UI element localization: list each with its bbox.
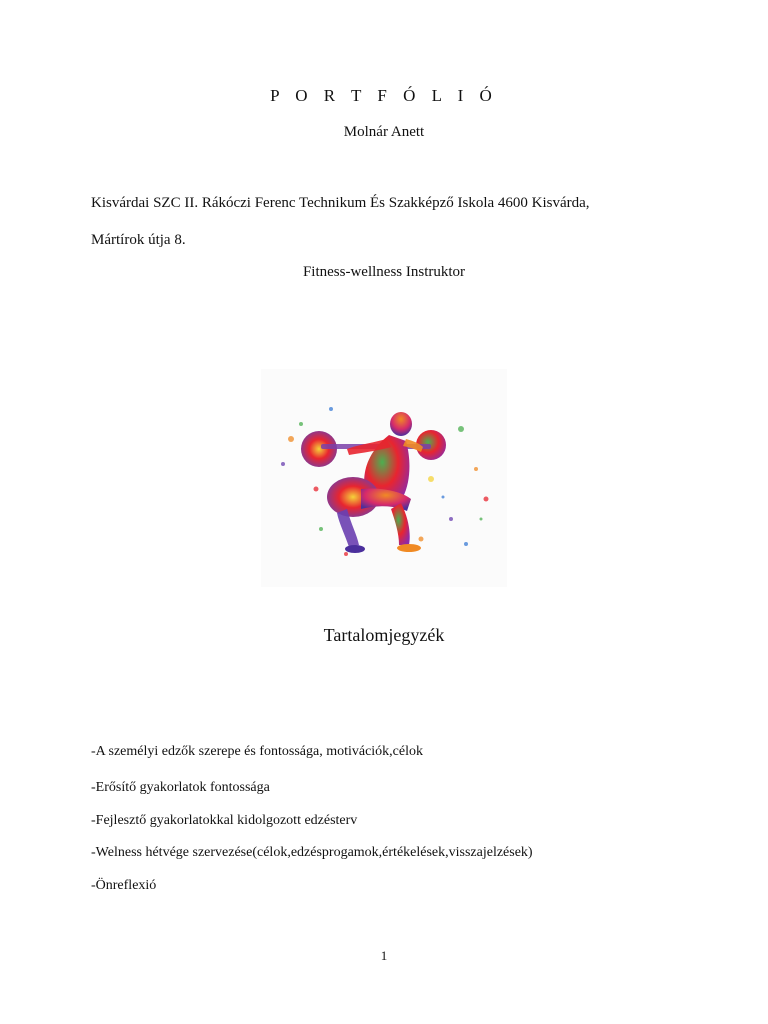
toc-heading: Tartalomjegyzék	[323, 625, 445, 645]
watercolor-squat-weightlifter-icon	[261, 369, 507, 587]
page-number: 1	[380, 948, 388, 963]
profession-title: Fitness-wellness Instruktor	[302, 264, 466, 280]
toc-item: -Önreflexió	[91, 878, 157, 893]
toc-item: -Erősítő gyakorlatok fontossága	[91, 780, 270, 795]
school-address-line-1: Kisvárdai SZC II. Rákóczi Ferenc Technikum És Szakképző Iskola 4600 Kisvárda,	[91, 195, 590, 211]
weightlifter-illustration	[261, 369, 507, 587]
document-title: P O R T F Ó L I Ó	[270, 86, 498, 105]
toc-item: -A személyi edzők szerepe és fontossága, motivációk,célok	[91, 744, 423, 759]
toc-item: -Fejlesztő gyakorlatokkal kidolgozott edzésterv	[91, 813, 358, 828]
author-name: Molnár Anett	[343, 124, 425, 140]
toc-item: -Welness hétvége szervezése(célok,edzésprogamok,értékelések,visszajelzések)	[91, 845, 533, 860]
school-address-line-2: Mártírok útja 8.	[91, 232, 186, 248]
